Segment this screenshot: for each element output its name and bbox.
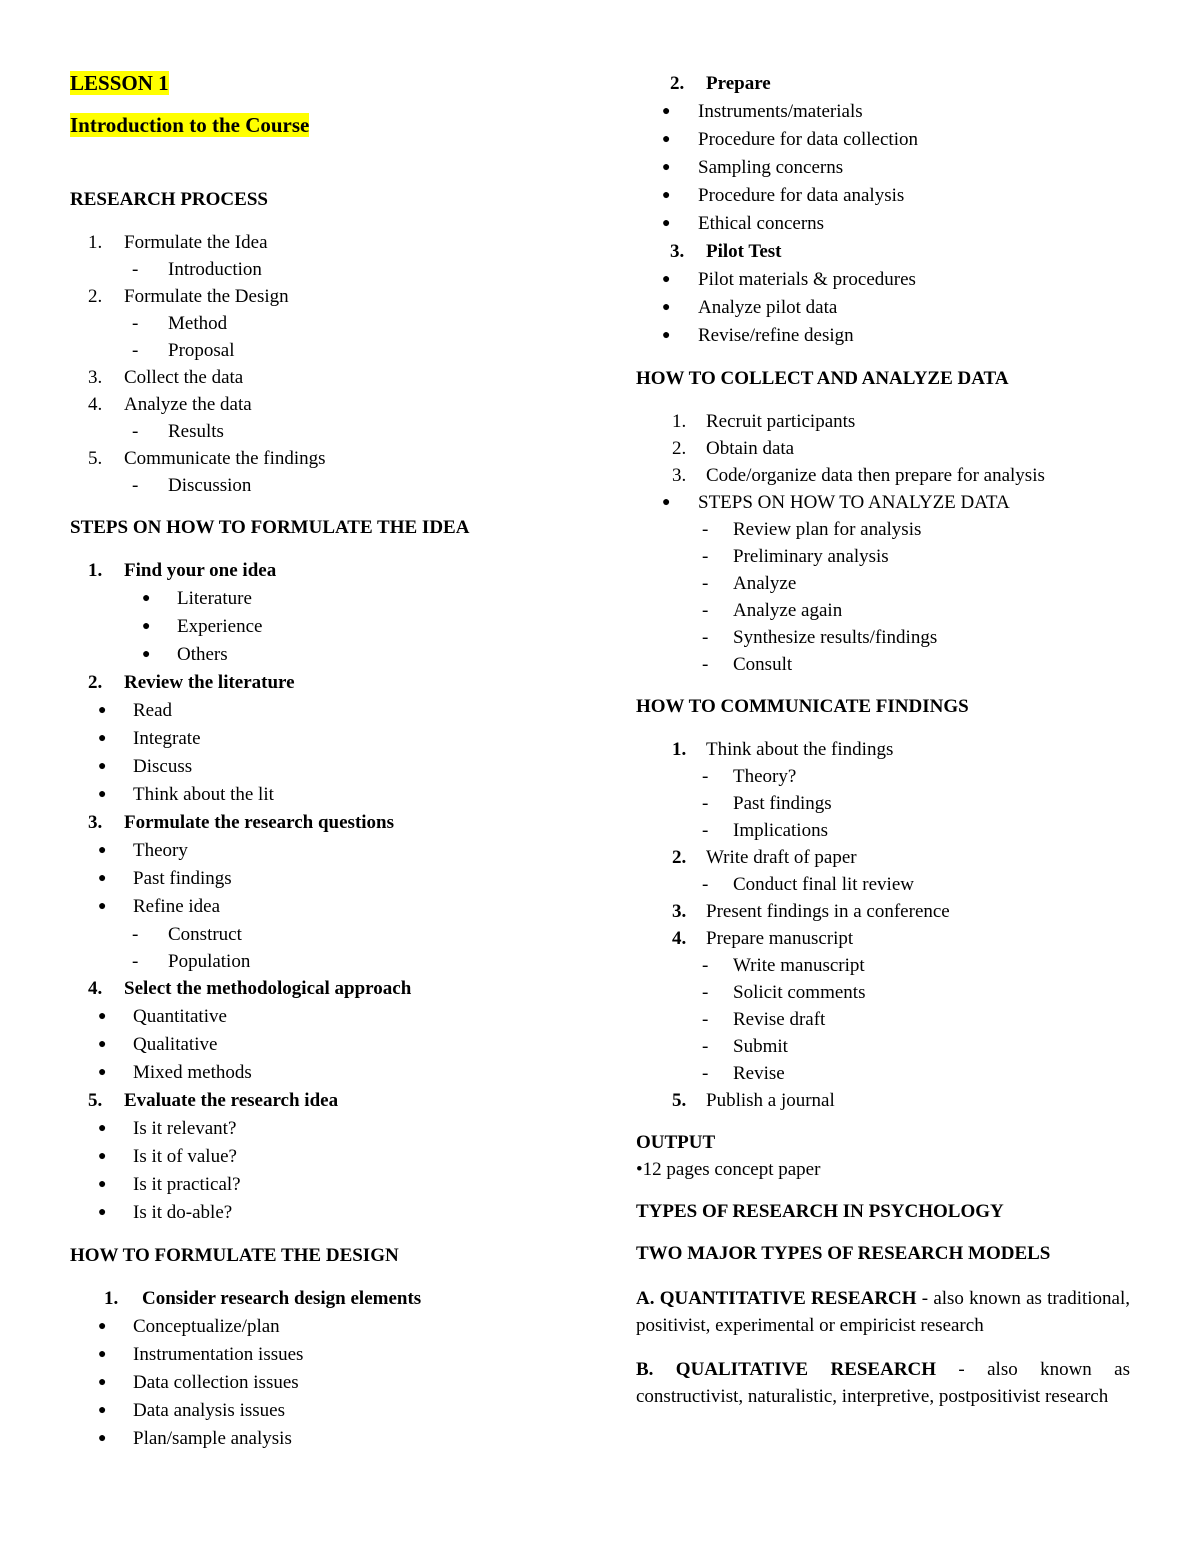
list-item: 4. Analyze the data (88, 394, 252, 415)
list-item: - Solicit comments (702, 982, 866, 1003)
list-item: ● Quantitative (98, 1006, 227, 1027)
list-item: 1. Think about the findings (672, 739, 894, 760)
course-title: Introduction to the Course (70, 113, 310, 137)
communicate-findings-heading: HOW TO COMMUNICATE FINDINGS (636, 696, 969, 717)
list-item: 2. Obtain data (672, 438, 795, 459)
list-item: - Discussion (132, 475, 252, 496)
list-item: ● Is it practical? (98, 1174, 241, 1195)
quantitative-label: A. QUANTITATIVE RESEARCH (636, 1288, 917, 1309)
collect-analyze-list (636, 408, 1130, 678)
list-item: ● Past findings (98, 868, 232, 889)
quantitative-paragraph: A. QUANTITATIVE RESEARCH - also known as traditional, positivist, experimental or empiricist research (636, 1288, 1130, 1336)
list-item: ● Others (142, 644, 228, 665)
list-item: 3. Present findings in a conference (672, 901, 950, 922)
list-item: 2. Review the literature (88, 672, 295, 693)
list-item: ● Instruments/materials (662, 101, 863, 122)
formulate-idea-heading: STEPS ON HOW TO FORMULATE THE IDEA (70, 517, 470, 538)
list-item: - Consult (702, 654, 793, 675)
list-item: ● Ethical concerns (662, 213, 825, 234)
types-heading: TYPES OF RESEARCH IN PSYCHOLOGY (636, 1201, 1004, 1222)
list-item: ● Is it do-able? (98, 1202, 233, 1223)
list-item: ● Instrumentation issues (98, 1344, 304, 1365)
list-item: - Preliminary analysis (702, 546, 889, 567)
list-item: ● Revise/refine design (662, 325, 854, 346)
list-item: 4. Prepare manuscript (672, 928, 854, 949)
list-item: 4. Select the methodological approach (88, 978, 412, 999)
formulate-design-list (70, 1285, 590, 1453)
list-item: ● Discuss (98, 756, 193, 777)
models-heading: TWO MAJOR TYPES OF RESEARCH MODELS (636, 1243, 1051, 1264)
list-item: ● Data analysis issues (98, 1400, 285, 1421)
collect-analyze-heading: HOW TO COLLECT AND ANALYZE DATA (636, 368, 1009, 389)
list-item: - Analyze again (702, 600, 843, 621)
list-item: - Construct (132, 924, 242, 945)
formulate-design-heading: HOW TO FORMULATE THE DESIGN (70, 1245, 399, 1266)
list-item: 1. Formulate the Idea (88, 232, 268, 253)
list-item: ● Pilot materials & procedures (662, 269, 916, 290)
list-item: - Review plan for analysis (702, 519, 922, 540)
list-item: - Analyze (702, 573, 797, 594)
list-item: 3. Code/organize data then prepare for analysis (672, 465, 1045, 486)
list-item: - Past findings (702, 793, 832, 814)
list-item: ● STEPS ON HOW TO ANALYZE DATA (662, 492, 1010, 513)
list-item: ● Procedure for data analysis (662, 185, 905, 206)
list-item: ● Plan/sample analysis (98, 1428, 292, 1449)
list-item: ● Sampling concerns (662, 157, 844, 178)
list-item: 1. Recruit participants (672, 411, 856, 432)
list-item: - Population (132, 951, 251, 972)
list-item: 5. Publish a journal (672, 1090, 835, 1111)
list-item: 3. Collect the data (88, 367, 244, 388)
list-item: ● Qualitative (98, 1034, 218, 1055)
list-item: ● Conceptualize/plan (98, 1316, 280, 1337)
list-item: - Conduct final lit review (702, 874, 914, 895)
research-process-list (70, 229, 590, 499)
list-item: ● Integrate (98, 728, 201, 749)
list-item: - Synthesize results/findings (702, 627, 938, 648)
list-item: ● Experience (142, 616, 263, 637)
list-item: - Results (132, 421, 224, 442)
list-item: 2. Prepare (670, 73, 771, 94)
list-item: ● Data collection issues (98, 1372, 299, 1393)
output-heading: OUTPUT (636, 1132, 716, 1153)
list-item: ● Analyze pilot data (662, 297, 838, 318)
qualitative-paragraph: B. QUALITATIVE RESEARCH - also known as constructivist, naturalistic, interpretive, postpositivist research (636, 1359, 1131, 1407)
list-item: 2. Formulate the Design (88, 286, 289, 307)
output-text: •12 pages concept paper (636, 1159, 821, 1180)
list-item: ● Is it of value? (98, 1146, 237, 1167)
list-item: 3. Formulate the research questions (88, 812, 395, 833)
right-column (636, 70, 1130, 1410)
list-item: - Revise (702, 1063, 785, 1084)
list-item: - Revise draft (702, 1009, 826, 1030)
left-column (70, 68, 590, 1453)
list-item: 2. Write draft of paper (672, 847, 857, 868)
list-item: - Proposal (132, 340, 235, 361)
list-item: 3. Pilot Test (670, 241, 782, 262)
list-item: ● Think about the lit (98, 784, 274, 805)
communicate-findings-list (636, 736, 1130, 1114)
list-item: - Implications (702, 820, 828, 841)
list-item: 5. Evaluate the research idea (88, 1090, 339, 1111)
list-item: ● Procedure for data collection (662, 129, 918, 150)
list-item: - Write manuscript (702, 955, 865, 976)
list-item: ● Mixed methods (98, 1062, 252, 1083)
list-item: - Introduction (132, 259, 262, 280)
qualitative-label: B. QUALITATIVE RESEARCH (636, 1359, 937, 1380)
prepare-list (636, 70, 1130, 350)
list-item: 1. Consider research design elements (104, 1288, 422, 1309)
list-item: ● Read (98, 700, 173, 721)
list-item: ● Refine idea (98, 896, 221, 917)
list-item: 5. Communicate the findings (88, 448, 326, 469)
list-item: - Theory? (702, 766, 797, 787)
list-item: ● Literature (142, 588, 252, 609)
list-item: - Submit (702, 1036, 788, 1057)
research-process-heading: RESEARCH PROCESS (70, 189, 268, 210)
list-item: 1. Find your one idea (88, 560, 277, 581)
formulate-idea-list (70, 557, 590, 1227)
lesson-title: LESSON 1 (70, 71, 169, 95)
list-item: - Method (132, 313, 228, 334)
list-item: ● Is it relevant? (98, 1118, 237, 1139)
list-item: ● Theory (98, 840, 188, 861)
